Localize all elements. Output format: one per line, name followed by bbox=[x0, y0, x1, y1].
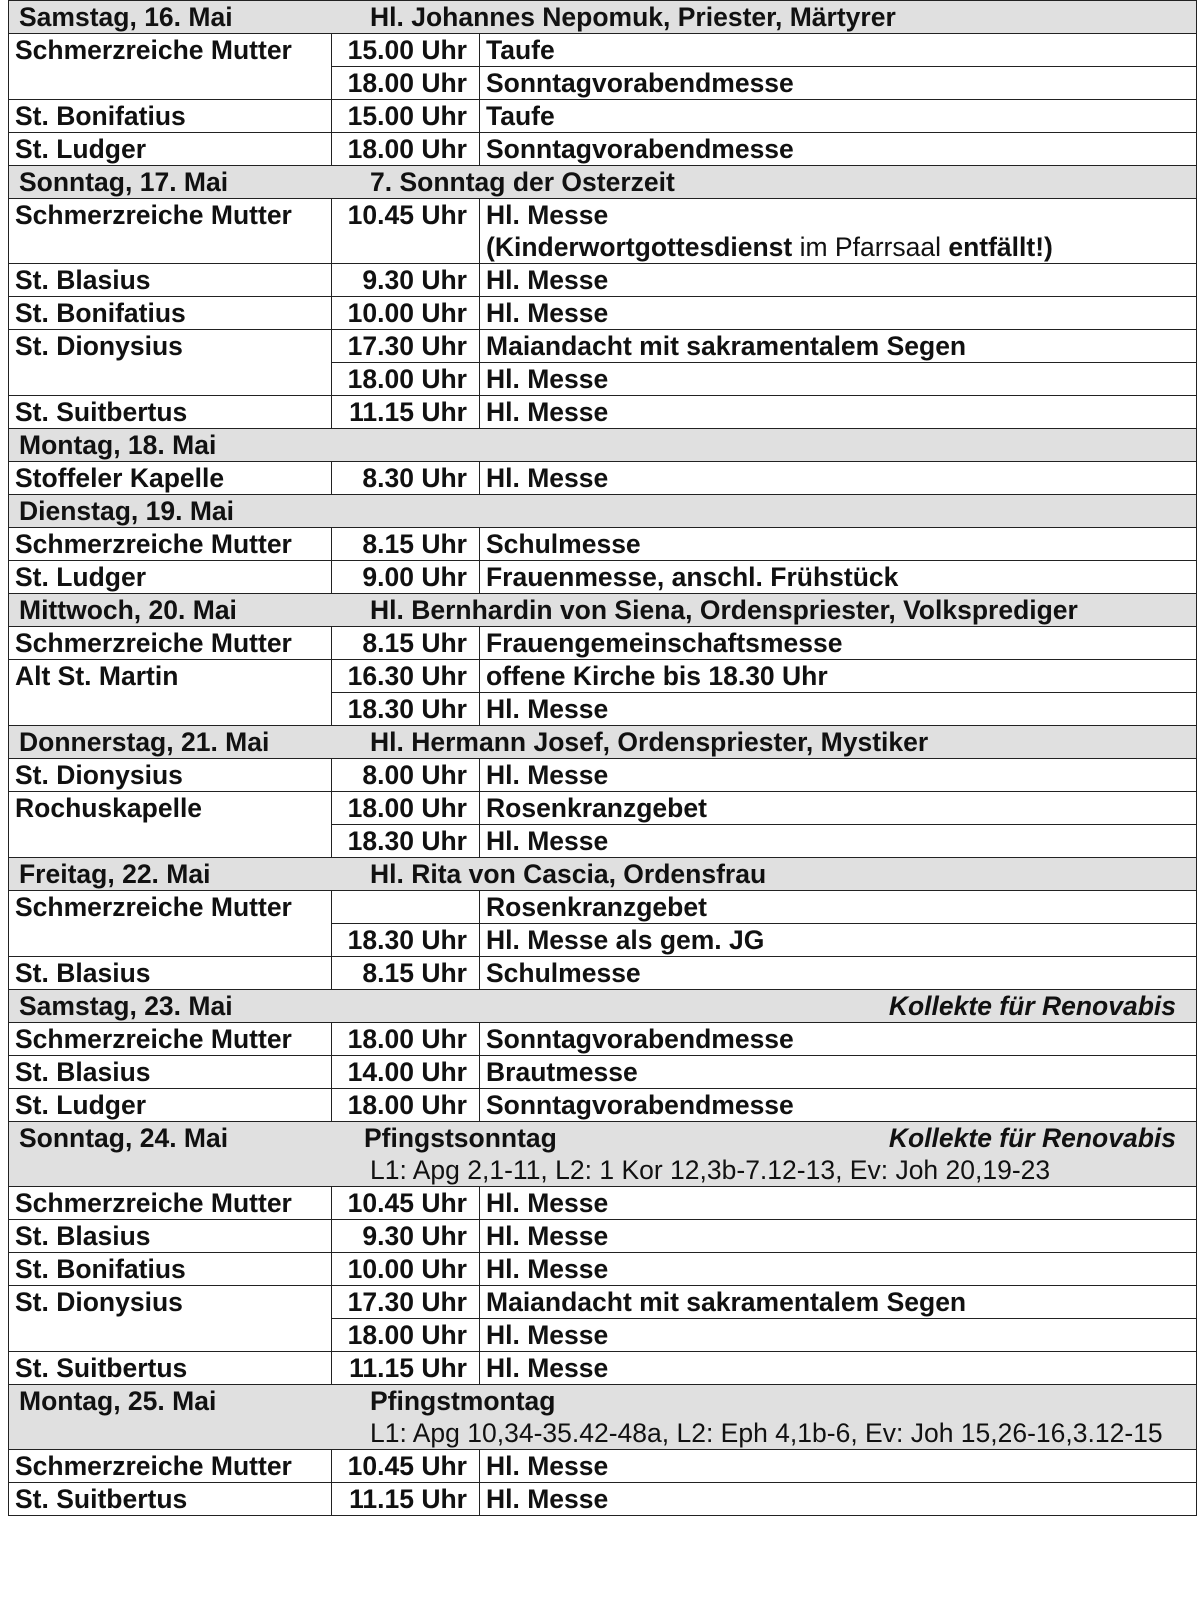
service-description bbox=[480, 759, 1197, 792]
service-row bbox=[9, 528, 1197, 561]
church-name: St. Suitbertus bbox=[9, 1352, 332, 1385]
service-time: 9.00 Uhr bbox=[332, 561, 480, 594]
service-row bbox=[9, 67, 1197, 100]
note-part-normal: im Pfarrsaal bbox=[792, 232, 949, 262]
service-description bbox=[480, 1253, 1197, 1286]
day-date: Sonntag, 17. Mai bbox=[19, 167, 229, 197]
service-time: 18.00 Uhr bbox=[332, 1319, 480, 1352]
service-row bbox=[9, 660, 1197, 693]
service-time: 14.00 Uhr bbox=[332, 1056, 480, 1089]
service-row bbox=[9, 1286, 1197, 1319]
service-description bbox=[480, 297, 1197, 330]
service-title: Sonntagvorabendmesse bbox=[486, 68, 794, 98]
service-description bbox=[480, 825, 1197, 858]
service-description bbox=[480, 1450, 1197, 1483]
feast-title: Hl. Hermann Josef, Ordenspriester, Mystiker bbox=[370, 727, 929, 757]
note-part-bold-end: entfällt!) bbox=[948, 232, 1053, 262]
day-date: Samstag, 23. Mai bbox=[19, 991, 233, 1021]
service-time: 9.30 Uhr bbox=[332, 264, 480, 297]
service-description bbox=[480, 1483, 1197, 1516]
service-description bbox=[480, 792, 1197, 825]
service-description bbox=[480, 264, 1197, 297]
service-time: 18.30 Uhr bbox=[332, 924, 480, 957]
service-row bbox=[9, 1483, 1197, 1516]
day-date: Sonntag, 24. Mai bbox=[19, 1123, 229, 1153]
service-description bbox=[480, 561, 1197, 594]
service-row bbox=[9, 1253, 1197, 1286]
church-name: St. Dionysius bbox=[9, 330, 332, 363]
service-title: Hl. Messe bbox=[486, 463, 609, 493]
church-name: St. Blasius bbox=[9, 1220, 332, 1253]
church-name bbox=[9, 825, 332, 858]
service-row bbox=[9, 1089, 1197, 1122]
service-title: Hl. Messe bbox=[486, 1451, 609, 1481]
service-description bbox=[480, 693, 1197, 726]
day-date: Montag, 25. Mai bbox=[19, 1386, 217, 1416]
service-title: Hl. Messe bbox=[486, 397, 609, 427]
service-title: Sonntagvorabendmesse bbox=[486, 1090, 794, 1120]
day-header bbox=[15, 594, 1190, 626]
day-date: Samstag, 16. Mai bbox=[19, 2, 233, 32]
service-title: Hl. Messe bbox=[486, 694, 609, 724]
service-title: Hl. Messe bbox=[486, 298, 609, 328]
service-row bbox=[9, 100, 1197, 133]
church-name: Schmerzreiche Mutter bbox=[9, 1023, 332, 1056]
service-description bbox=[480, 1023, 1197, 1056]
day-header-cell bbox=[9, 726, 1197, 759]
service-row bbox=[9, 34, 1197, 67]
service-title: Sonntagvorabendmesse bbox=[486, 134, 794, 164]
service-row bbox=[9, 627, 1197, 660]
day-header bbox=[15, 1385, 1190, 1449]
service-time: 8.15 Uhr bbox=[332, 528, 480, 561]
service-title: Taufe bbox=[486, 101, 555, 131]
service-description bbox=[480, 1352, 1197, 1385]
service-title: Hl. Messe bbox=[486, 760, 609, 790]
feast-title: 7. Sonntag der Osterzeit bbox=[370, 167, 675, 197]
service-time: 10.00 Uhr bbox=[332, 1253, 480, 1286]
church-name bbox=[9, 363, 332, 396]
day-header bbox=[15, 495, 1190, 527]
day-header bbox=[15, 726, 1190, 758]
service-time: 8.30 Uhr bbox=[332, 462, 480, 495]
service-row bbox=[9, 1220, 1197, 1253]
feast-title: Hl. Johannes Nepomuk, Priester, Märtyrer bbox=[370, 2, 896, 32]
service-title: Hl. Messe als gem. JG bbox=[486, 925, 765, 955]
service-time: 11.15 Uhr bbox=[332, 396, 480, 429]
service-time bbox=[332, 891, 480, 924]
collection-note: Kollekte für Renovabis bbox=[888, 1123, 1177, 1153]
church-name: St. Blasius bbox=[9, 957, 332, 990]
service-row bbox=[9, 759, 1197, 792]
service-time: 16.30 Uhr bbox=[332, 660, 480, 693]
day-header-row bbox=[9, 990, 1197, 1023]
service-description bbox=[480, 133, 1197, 166]
feast-title: Hl. Bernhardin von Siena, Ordenspriester, Volksprediger bbox=[370, 595, 1078, 625]
service-time: 10.45 Uhr bbox=[332, 1450, 480, 1483]
service-description bbox=[480, 627, 1197, 660]
service-time: 17.30 Uhr bbox=[332, 1286, 480, 1319]
service-title: Frauengemeinschaftsmesse bbox=[486, 628, 843, 658]
service-description bbox=[480, 1089, 1197, 1122]
service-row bbox=[9, 264, 1197, 297]
church-name: Schmerzreiche Mutter bbox=[9, 199, 332, 264]
service-description bbox=[480, 199, 1197, 264]
service-description bbox=[480, 924, 1197, 957]
readings-line: L1: Apg 10,34-35.42-48a, L2: Eph 4,1b-6, Ev: Joh 15,26-16,3.12-15 bbox=[370, 1418, 1163, 1448]
church-name: Schmerzreiche Mutter bbox=[9, 528, 332, 561]
service-row bbox=[9, 1319, 1197, 1352]
service-row bbox=[9, 363, 1197, 396]
service-description bbox=[480, 34, 1197, 67]
church-name: St. Suitbertus bbox=[9, 396, 332, 429]
service-title: Frauenmesse, anschl. Frühstück bbox=[486, 562, 899, 592]
day-header bbox=[15, 166, 1190, 198]
church-name bbox=[9, 693, 332, 726]
day-header bbox=[15, 1, 1190, 33]
service-title: Hl. Messe bbox=[486, 1353, 609, 1383]
service-title: Maiandacht mit sakramentalem Segen bbox=[486, 331, 967, 361]
service-title: Rosenkranzgebet bbox=[486, 892, 707, 922]
day-header bbox=[15, 858, 1190, 890]
service-title: Maiandacht mit sakramentalem Segen bbox=[486, 1287, 967, 1317]
service-row bbox=[9, 1187, 1197, 1220]
service-time: 11.15 Uhr bbox=[332, 1352, 480, 1385]
service-title: Taufe bbox=[486, 35, 555, 65]
service-time: 8.00 Uhr bbox=[332, 759, 480, 792]
day-header-cell bbox=[9, 166, 1197, 199]
readings-line: L1: Apg 2,1-11, L2: 1 Kor 12,3b-7.12-13, Ev: Joh 20,19-23 bbox=[370, 1155, 1051, 1185]
day-date: Donnerstag, 21. Mai bbox=[19, 727, 270, 757]
day-header-row bbox=[9, 1385, 1197, 1450]
service-title: Hl. Messe bbox=[486, 265, 609, 295]
day-header-row bbox=[9, 726, 1197, 759]
service-time: 10.45 Uhr bbox=[332, 199, 480, 264]
service-title: offene Kirche bis 18.30 Uhr bbox=[486, 661, 828, 691]
service-row bbox=[9, 297, 1197, 330]
service-time: 15.00 Uhr bbox=[332, 34, 480, 67]
service-time: 18.00 Uhr bbox=[332, 363, 480, 396]
service-title: Schulmesse bbox=[486, 958, 641, 988]
service-note bbox=[486, 231, 1190, 263]
day-header-cell bbox=[9, 495, 1197, 528]
church-name: St. Dionysius bbox=[9, 1286, 332, 1319]
church-name: St. Ludger bbox=[9, 1089, 332, 1122]
schedule-body bbox=[9, 1, 1197, 1516]
day-header-cell bbox=[9, 594, 1197, 627]
day-header bbox=[15, 1122, 1190, 1186]
service-row bbox=[9, 133, 1197, 166]
service-title: Rosenkranzgebet bbox=[486, 793, 707, 823]
day-header-cell bbox=[9, 858, 1197, 891]
service-time: 17.30 Uhr bbox=[332, 330, 480, 363]
service-description bbox=[480, 396, 1197, 429]
service-row bbox=[9, 924, 1197, 957]
church-name bbox=[9, 67, 332, 100]
service-time: 18.00 Uhr bbox=[332, 133, 480, 166]
collection-note: Kollekte für Renovabis bbox=[888, 991, 1177, 1021]
church-name bbox=[9, 1319, 332, 1352]
service-row bbox=[9, 1352, 1197, 1385]
church-name: St. Dionysius bbox=[9, 759, 332, 792]
service-description bbox=[480, 1056, 1197, 1089]
day-header-cell bbox=[9, 1, 1197, 34]
service-description bbox=[480, 660, 1197, 693]
feast-title: Hl. Rita von Cascia, Ordensfrau bbox=[370, 859, 767, 889]
service-time: 8.15 Uhr bbox=[332, 627, 480, 660]
service-row bbox=[9, 1056, 1197, 1089]
service-description bbox=[480, 100, 1197, 133]
service-title: Hl. Messe bbox=[486, 1254, 609, 1284]
feast-title: Pfingstsonntag bbox=[364, 1123, 557, 1153]
service-time: 18.00 Uhr bbox=[332, 792, 480, 825]
service-time: 11.15 Uhr bbox=[332, 1483, 480, 1516]
service-row bbox=[9, 957, 1197, 990]
service-description bbox=[480, 462, 1197, 495]
service-time: 10.45 Uhr bbox=[332, 1187, 480, 1220]
church-name: St. Suitbertus bbox=[9, 1483, 332, 1516]
service-title: Brautmesse bbox=[486, 1057, 638, 1087]
service-description bbox=[480, 1319, 1197, 1352]
day-header-cell bbox=[9, 990, 1197, 1023]
service-time: 9.30 Uhr bbox=[332, 1220, 480, 1253]
church-name: Schmerzreiche Mutter bbox=[9, 891, 332, 924]
day-header-row bbox=[9, 429, 1197, 462]
service-description bbox=[480, 528, 1197, 561]
service-row bbox=[9, 462, 1197, 495]
church-name: Stoffeler Kapelle bbox=[9, 462, 332, 495]
day-date: Freitag, 22. Mai bbox=[19, 859, 211, 889]
service-time: 8.15 Uhr bbox=[332, 957, 480, 990]
service-row bbox=[9, 1023, 1197, 1056]
service-title: Schulmesse bbox=[486, 529, 641, 559]
service-title: Hl. Messe bbox=[486, 826, 609, 856]
day-header bbox=[15, 990, 1190, 1022]
service-row bbox=[9, 561, 1197, 594]
church-name: Rochuskapelle bbox=[9, 792, 332, 825]
service-time: 18.00 Uhr bbox=[332, 1089, 480, 1122]
service-description bbox=[480, 67, 1197, 100]
service-row bbox=[9, 199, 1197, 264]
day-header-row bbox=[9, 1, 1197, 34]
day-header bbox=[15, 429, 1190, 461]
church-name: Schmerzreiche Mutter bbox=[9, 34, 332, 67]
day-header-row bbox=[9, 1122, 1197, 1187]
service-title: Hl. Messe bbox=[486, 1484, 609, 1514]
service-description bbox=[480, 363, 1197, 396]
church-name: St. Bonifatius bbox=[9, 1253, 332, 1286]
service-row bbox=[9, 693, 1197, 726]
day-header-cell bbox=[9, 1385, 1197, 1450]
church-name: Schmerzreiche Mutter bbox=[9, 1450, 332, 1483]
service-title: Hl. Messe bbox=[486, 1188, 609, 1218]
service-title: Hl. Messe bbox=[486, 364, 609, 394]
service-description bbox=[480, 957, 1197, 990]
service-time: 18.30 Uhr bbox=[332, 693, 480, 726]
church-name: St. Bonifatius bbox=[9, 297, 332, 330]
service-row bbox=[9, 825, 1197, 858]
service-time: 18.00 Uhr bbox=[332, 1023, 480, 1056]
church-name: Schmerzreiche Mutter bbox=[9, 1187, 332, 1220]
service-row bbox=[9, 891, 1197, 924]
service-description bbox=[480, 330, 1197, 363]
church-name: St. Ludger bbox=[9, 561, 332, 594]
service-row bbox=[9, 1450, 1197, 1483]
church-name: St. Blasius bbox=[9, 1056, 332, 1089]
service-title: Hl. Messe bbox=[486, 1320, 609, 1350]
church-name: St. Ludger bbox=[9, 133, 332, 166]
church-name: St. Blasius bbox=[9, 264, 332, 297]
church-name: Schmerzreiche Mutter bbox=[9, 627, 332, 660]
service-title: Hl. Messe bbox=[486, 1221, 609, 1251]
day-date: Dienstag, 19. Mai bbox=[19, 496, 235, 526]
service-row bbox=[9, 330, 1197, 363]
service-row bbox=[9, 396, 1197, 429]
day-header-row bbox=[9, 166, 1197, 199]
service-time: 18.00 Uhr bbox=[332, 67, 480, 100]
church-name bbox=[9, 924, 332, 957]
day-header-row bbox=[9, 594, 1197, 627]
service-description bbox=[480, 1220, 1197, 1253]
service-description bbox=[480, 1187, 1197, 1220]
service-title: Hl. Messe bbox=[486, 200, 609, 230]
day-header-row bbox=[9, 495, 1197, 528]
church-name: Alt St. Martin bbox=[9, 660, 332, 693]
service-schedule-table bbox=[8, 0, 1197, 1516]
day-date: Montag, 18. Mai bbox=[19, 430, 217, 460]
service-title: Sonntagvorabendmesse bbox=[486, 1024, 794, 1054]
note-part-bold: (Kinderwortgottesdienst bbox=[486, 232, 793, 262]
service-time: 18.30 Uhr bbox=[332, 825, 480, 858]
schedule-sheet bbox=[8, 0, 1196, 1516]
day-header-row bbox=[9, 858, 1197, 891]
feast-title: Pfingstmontag bbox=[370, 1386, 556, 1416]
service-time: 15.00 Uhr bbox=[332, 100, 480, 133]
service-description bbox=[480, 1286, 1197, 1319]
day-header-cell bbox=[9, 1122, 1197, 1187]
day-date: Mittwoch, 20. Mai bbox=[19, 595, 237, 625]
service-time: 10.00 Uhr bbox=[332, 297, 480, 330]
service-description bbox=[480, 891, 1197, 924]
day-header-cell bbox=[9, 429, 1197, 462]
service-row bbox=[9, 792, 1197, 825]
church-name: St. Bonifatius bbox=[9, 100, 332, 133]
